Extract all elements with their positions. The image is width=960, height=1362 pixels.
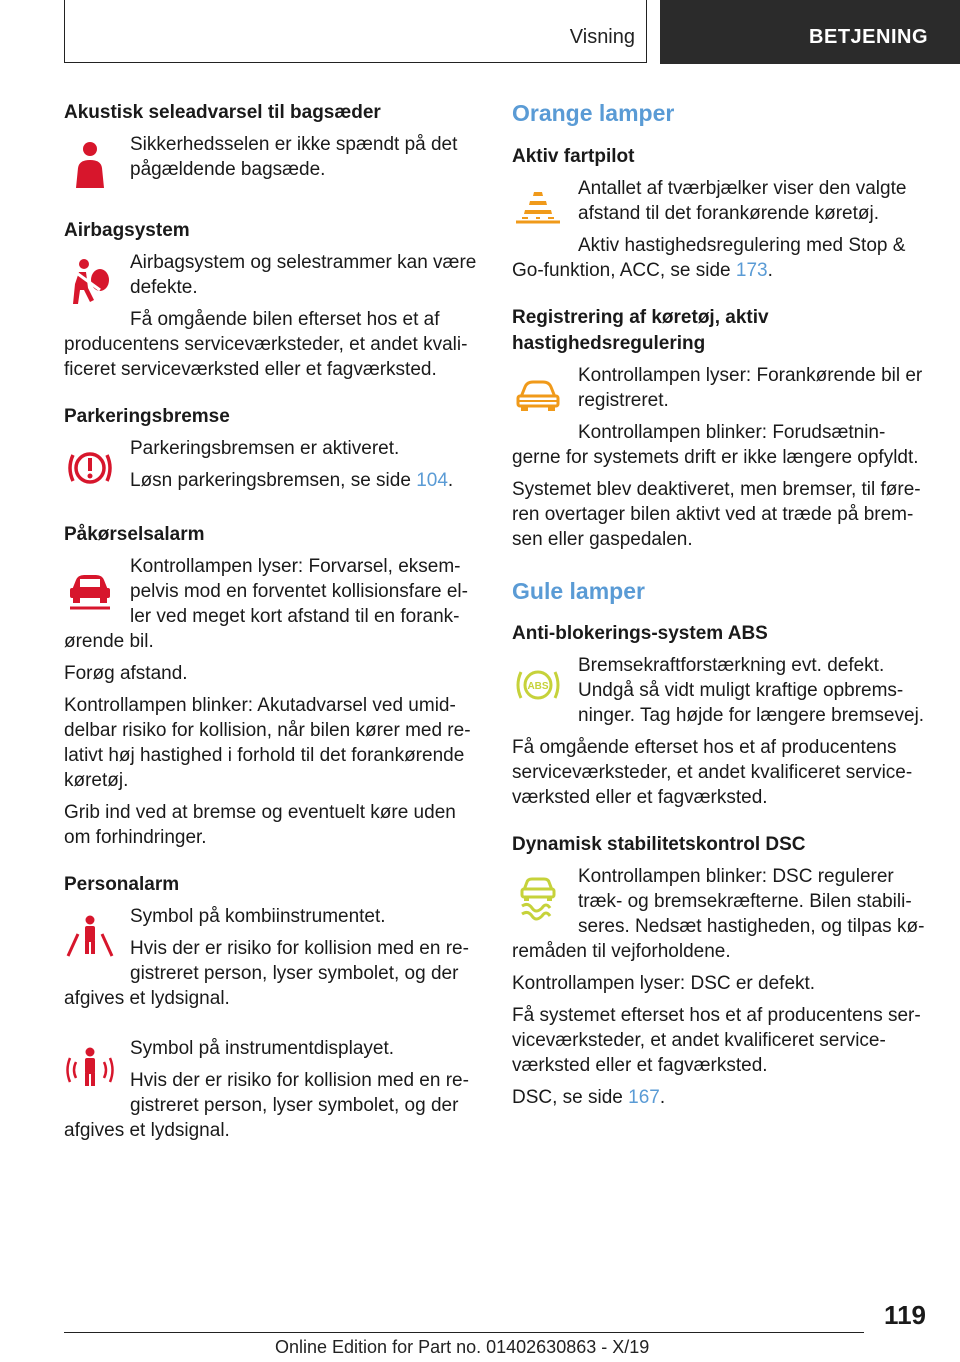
page-link-167[interactable]: 167 [628, 1087, 660, 1109]
cruise-title: Aktiv fartpilot [512, 145, 635, 167]
vehicle-detect-entry [512, 305, 932, 552]
vehicle-detect-icon [512, 369, 564, 421]
seatbelt-entry [64, 100, 482, 196]
abs-text-2: Få omgående efterset hos et af producentens serviceværksteder, et andet kvalificeret service-værksted eller et fagværksted. [512, 737, 913, 809]
parking-brake-entry [64, 404, 482, 500]
dsc-text-4: DSC, se side 167. [512, 1087, 666, 1109]
yellow-lamps-heading: Gule lamper [512, 577, 645, 604]
left-column [64, 100, 482, 1165]
person-display-text-1: Symbol på instrumentdisplayet. [130, 1038, 395, 1059]
abs-icon-text: ABS [527, 681, 549, 693]
dsc-text-3: Få systemet efterset hos et af producentens ser-viceværksteder, et andet kvalificeret service-værksted eller et fagværksted. [512, 1005, 921, 1077]
vehicle-detect-text-2: Kontrollampen blinker: Forudsætnin-gerne for systemets drift er ikke længere opfyldt. [512, 421, 919, 468]
page-number: 119 [884, 1300, 926, 1330]
vehicle-detect-text-1: Kontrollampen lyser: Forankørende bil er registreret. [578, 364, 923, 411]
header-section: Visning [569, 26, 635, 48]
cruise-entry [512, 144, 932, 283]
seatbelt-text: Sikkerhedsselen er ikke spændt på det pågældende bagsæde. [130, 134, 458, 180]
parking-brake-icon [64, 442, 116, 494]
person-alarm-entry [64, 872, 482, 1143]
footer-edition: Online Edition for Part no. 01402630863 - X/19 [275, 1337, 650, 1357]
abs-text-1: Bremsekraftforstærkning evt. defekt. Undgå så vidt muligt kraftige opbrems-ninger. Tag højde for længere bremsevej. [578, 655, 925, 727]
collision-text-2: Forøg afstand. [64, 663, 188, 684]
airbag-icon [64, 256, 116, 308]
page-link-173[interactable]: 173 [735, 259, 768, 281]
seatbelt-icon [64, 138, 116, 190]
collision-entry [64, 522, 482, 850]
dsc-text-2: Kontrollampen lyser: DSC er defekt. [512, 973, 816, 995]
cruise-distance-icon [512, 182, 564, 234]
header-chapter: BETJENING [809, 26, 928, 48]
person-alarm-text-1: Symbol på kombiinstrumentet. [130, 906, 386, 927]
airbag-text-2: Få omgående bilen efterset hos et af producentens serviceværksteder, et andet kvali-ficeret serviceværksted eller et fagværksted. [64, 309, 468, 380]
abs-entry [512, 621, 932, 810]
collision-text-1: Kontrollampen lyser: Forvarsel, eksem-pelvis mod en forventet kollisionsfare el-ler ved meget kort afstand til en forank-ørende bil. [64, 556, 468, 652]
collision-title: Påkørselsalarm [64, 524, 205, 545]
person-display-text-2: Hvis der er risiko for kollision med en re-gistreret person, lyser symbolet, og der afgives et lydsignal. [64, 1070, 469, 1141]
parking-brake-text-2: Løsn parkeringsbremsen, se side 104. [130, 470, 454, 491]
right-column [512, 100, 932, 1132]
cruise-text-1: Antallet af tværbjælker viser den valgte afstand til det forankørende køretøj. [578, 177, 907, 224]
airbag-text-1: Airbagsystem og selestrammer kan være defekte. [130, 252, 477, 298]
header-chapter-tab [660, 0, 960, 64]
person-warning-icon [64, 910, 116, 962]
footer-divider [64, 1332, 864, 1333]
vehicle-detect-text-3: Systemet blev deaktiveret, men bremser, til føre-ren overtager bilen aktivt ved at træde på brem-sen eller gaspedalen. [512, 478, 921, 550]
person-sound-icon [64, 1042, 116, 1094]
airbag-title: Airbagsystem [64, 220, 190, 241]
orange-lamps-heading: Orange lamper [512, 100, 675, 126]
seatbelt-title: Akustisk seleadvarsel til bagsæder [64, 102, 381, 123]
airbag-entry [64, 218, 482, 382]
dsc-text-1: Kontrollampen blinker: DSC regulerer træk- og bremsekræfterne. Bilen stabili-seres. Nedsæt hastigheden, og tilpas kø-remåden til vejforholdene. [512, 866, 925, 963]
parking-brake-text-1: Parkeringsbremsen er aktiveret. [130, 438, 400, 459]
collision-text-4: Grib ind ved at bremse og eventuelt køre uden om forhindringer. [64, 802, 456, 848]
vehicle-detect-title: Registrering af køretøj, aktiv hastighedsregulering [512, 306, 769, 354]
dsc-title: Dynamisk stabilitetskontrol DSC [512, 834, 806, 856]
cruise-text-2: Aktiv hastighedsregulering med Stop & Go-funktion, ACC, se side 173. [512, 234, 906, 281]
abs-icon [512, 659, 564, 711]
person-alarm-text-2: Hvis der er risiko for kollision med en re-gistreret person, lyser symbolet, og der afgives et lydsignal. [64, 938, 469, 1009]
collision-text-3: Kontrollampen blinker: Akutadvarsel ved umid-delbar risiko for kollision, når bilen kører med re-lativt høj hastighed i forhold til det forankørende køretøj. [64, 695, 471, 791]
page-link-104[interactable]: 104 [416, 470, 448, 491]
abs-title: Anti-blokerings-system ABS [512, 623, 768, 645]
dsc-icon [512, 870, 564, 922]
person-alarm-title: Personalarm [64, 874, 180, 895]
parking-brake-title: Parkeringsbremse [64, 406, 230, 427]
dsc-entry [512, 832, 932, 1110]
collision-car-icon [64, 560, 116, 612]
